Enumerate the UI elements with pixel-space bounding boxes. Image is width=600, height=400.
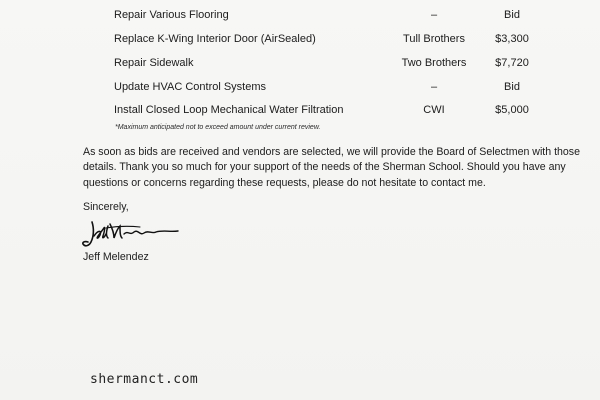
item-amount: $3,300 [495,33,529,45]
item-vendor: – [430,81,438,93]
line-item-row [0,102,600,118]
item-vendor: – [430,9,438,21]
item-amount: Bid [504,9,520,21]
item-description: Update HVAC Control Systems [114,81,267,93]
item-amount: $7,720 [495,57,529,69]
item-description: Repair Sidewalk [114,57,194,69]
signer-name: Jeff Melendez [83,251,149,263]
item-description: Repair Various Flooring [114,9,229,21]
signature [78,214,188,254]
closing: Sincerely, [83,201,129,213]
item-description: Install Closed Loop Mechanical Water Filtration [114,104,344,116]
body-paragraph: As soon as bids are received and vendors are selected, we will provide the Board of Selectmen with those details. Thank you so much for your support of the needs of the Sherman School. Should you have any questions or concerns regarding these requests, please do not hesitate to contact me. [83,146,581,189]
item-amount: $5,000 [495,104,529,116]
footnote: *Maximum anticipated not to exceed amount under current review. [115,124,321,131]
item-description: Replace K-Wing Interior Door (AirSealed) [114,33,316,45]
item-vendor: CWI [423,104,445,116]
line-item-row [0,55,600,71]
line-item-row [0,31,600,47]
item-vendor: Two Brothers [401,57,467,69]
watermark: shermanct.com [90,372,199,387]
line-item-row [0,79,600,95]
line-item-row [0,7,600,23]
item-amount: Bid [504,81,520,93]
item-vendor: Tull Brothers [403,33,465,45]
